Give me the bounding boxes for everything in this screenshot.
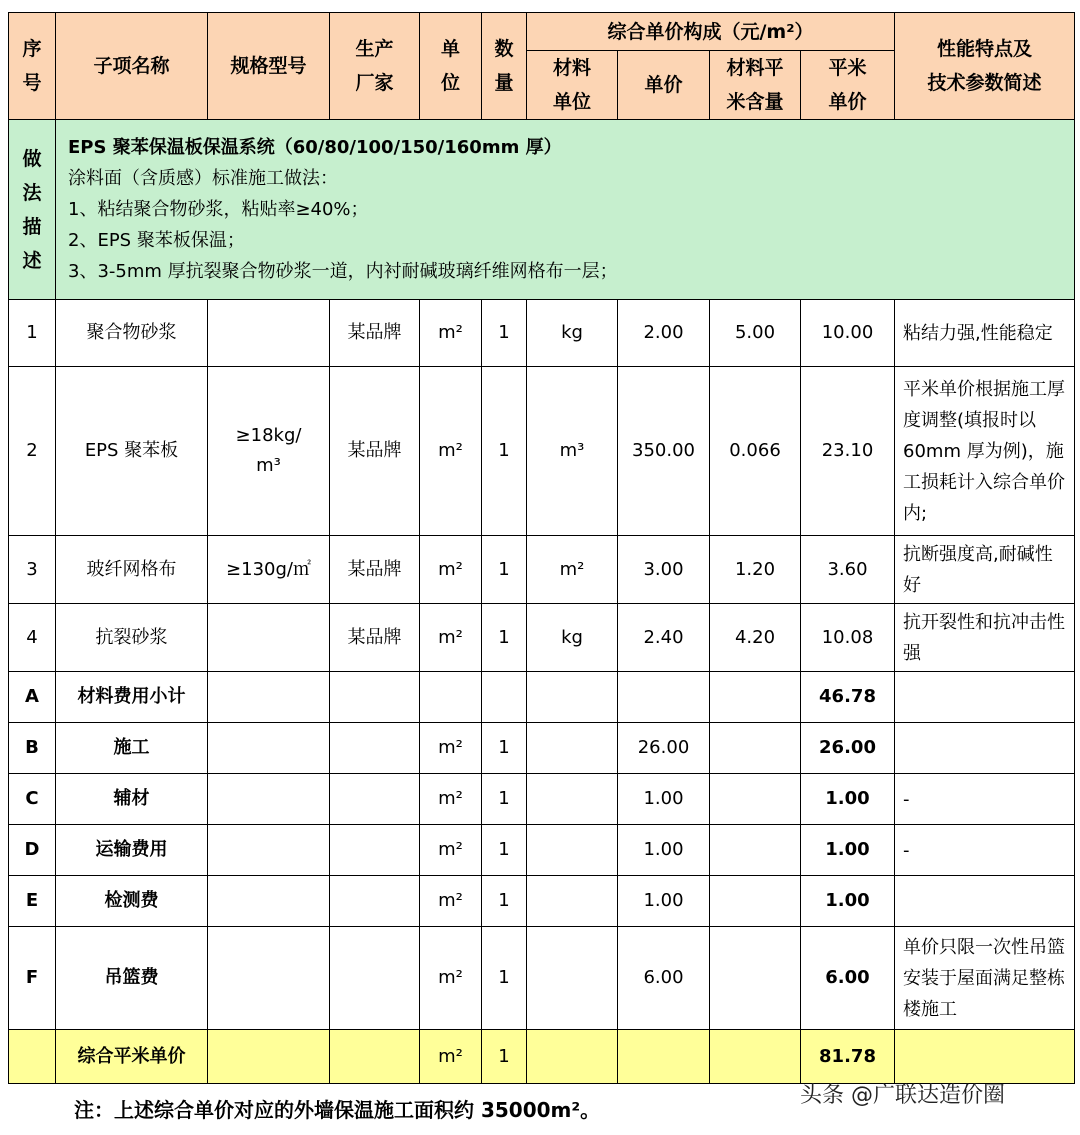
cell-seq: [9, 1030, 56, 1084]
cell-seq: B: [9, 723, 56, 774]
cell-qty: 1: [482, 604, 527, 672]
cell-unit: m²: [420, 536, 482, 604]
cell-seq: D: [9, 825, 56, 876]
description-text: [56, 120, 1075, 300]
cell-unit: [420, 672, 482, 723]
cell-name: 运输费用: [56, 825, 208, 876]
cell-content: [710, 774, 801, 825]
cell-seq: F: [9, 927, 56, 1030]
cell-price: [618, 672, 710, 723]
cell-name: 材料费用小计: [56, 672, 208, 723]
cell-spec: ≥18kg/ m³: [208, 367, 330, 536]
cell-sqm: 1.00: [801, 825, 895, 876]
cell-name: 施工: [56, 723, 208, 774]
cell-qty: 1: [482, 367, 527, 536]
cell-unit: m²: [420, 774, 482, 825]
cell-feat: 粘结力强,性能稳定: [895, 300, 1075, 367]
cell-seq: 2: [9, 367, 56, 536]
header-content: 材料平 米含量: [710, 51, 801, 120]
table-row: [9, 825, 1075, 876]
cell-feat: -: [895, 774, 1075, 825]
cell-price: 2.00: [618, 300, 710, 367]
cell-sqm: 6.00: [801, 927, 895, 1030]
table-row: [9, 300, 1075, 367]
cell-qty: 1: [482, 723, 527, 774]
table-row: [9, 927, 1075, 1030]
cell-mat-unit: [527, 876, 618, 927]
cell-mat-unit: [527, 723, 618, 774]
cell-qty: 1: [482, 774, 527, 825]
cell-maker: 某品牌: [330, 367, 420, 536]
cell-qty: 1: [482, 825, 527, 876]
price-table: [8, 12, 1075, 1084]
description-line: 1、粘结聚合物砂浆，粘贴率≥40%；: [68, 199, 369, 220]
cell-feat: [895, 876, 1075, 927]
cell-unit: m²: [420, 604, 482, 672]
cell-price: 1.00: [618, 876, 710, 927]
cell-sqm: 10.00: [801, 300, 895, 367]
cell-maker: [330, 723, 420, 774]
cell-feat: 抗断强度高,耐碱性好: [895, 536, 1075, 604]
header-spec: 规格型号: [208, 13, 330, 120]
cell-feat: 单价只限一次性吊篮安装于屋面满足整栋楼施工: [895, 927, 1075, 1030]
cell-qty: [482, 672, 527, 723]
cell-mat-unit: [527, 774, 618, 825]
cell-name: 辅材: [56, 774, 208, 825]
cell-maker: [330, 876, 420, 927]
header-features: 性能特点及 技术参数简述: [895, 13, 1075, 120]
cell-qty: 1: [482, 927, 527, 1030]
cell-spec: [208, 1030, 330, 1084]
table-row: [9, 723, 1075, 774]
cell-content: 1.20: [710, 536, 801, 604]
cell-unit: m²: [420, 367, 482, 536]
cell-price: 2.40: [618, 604, 710, 672]
cell-content: [710, 672, 801, 723]
cell-content: [710, 927, 801, 1030]
cell-maker: [330, 927, 420, 1030]
cell-name: 抗裂砂浆: [56, 604, 208, 672]
cell-spec: [208, 825, 330, 876]
table-row: [9, 774, 1075, 825]
cell-sqm: 10.08: [801, 604, 895, 672]
cell-qty: 1: [482, 300, 527, 367]
header-seq: 序 号: [9, 13, 56, 120]
cell-unit: m²: [420, 723, 482, 774]
cell-mat-unit: m³: [527, 367, 618, 536]
cell-price: 350.00: [618, 367, 710, 536]
header-price: 单价: [618, 51, 710, 120]
cell-maker: 某品牌: [330, 604, 420, 672]
cell-maker: [330, 672, 420, 723]
cell-mat-unit: kg: [527, 604, 618, 672]
cell-maker: [330, 1030, 420, 1084]
cell-mat-unit: [527, 672, 618, 723]
cell-unit: m²: [420, 1030, 482, 1084]
cell-spec: ≥130g/㎡: [208, 536, 330, 604]
cell-qty: 1: [482, 536, 527, 604]
cell-seq: C: [9, 774, 56, 825]
cell-feat: 抗开裂性和抗冲击性强: [895, 604, 1075, 672]
cell-sqm: 23.10: [801, 367, 895, 536]
cell-content: [710, 876, 801, 927]
header-sqm-price: 平米 单价: [801, 51, 895, 120]
cell-name: 聚合物砂浆: [56, 300, 208, 367]
cell-content: 5.00: [710, 300, 801, 367]
cell-sqm: 46.78: [801, 672, 895, 723]
cell-qty: 1: [482, 876, 527, 927]
cell-maker: [330, 774, 420, 825]
cell-sqm: 1.00: [801, 774, 895, 825]
table-row: [9, 604, 1075, 672]
cell-content: [710, 825, 801, 876]
cell-sqm: 81.78: [801, 1030, 895, 1084]
cell-content: [710, 1030, 801, 1084]
cell-sqm: 26.00: [801, 723, 895, 774]
cell-unit: m²: [420, 300, 482, 367]
cell-sqm: 1.00: [801, 876, 895, 927]
cell-unit: m²: [420, 927, 482, 1030]
table-row: [9, 536, 1075, 604]
cell-name: 综合平米单价: [56, 1030, 208, 1084]
cell-seq: 3: [9, 536, 56, 604]
header-qty: 数 量: [482, 13, 527, 120]
cell-seq: E: [9, 876, 56, 927]
cell-content: 4.20: [710, 604, 801, 672]
cell-price: 1.00: [618, 774, 710, 825]
cell-spec: [208, 604, 330, 672]
cell-price: 3.00: [618, 536, 710, 604]
description-line: 3、3-5mm 厚抗裂聚合物砂浆一道，内衬耐碱玻璃纤维网格布一层；: [68, 261, 618, 282]
header-unit: 单 位: [420, 13, 482, 120]
cell-maker: 某品牌: [330, 300, 420, 367]
cell-seq: 4: [9, 604, 56, 672]
cell-name: 吊篮费: [56, 927, 208, 1030]
table-row: [9, 672, 1075, 723]
header-name: 子项名称: [56, 13, 208, 120]
cell-name: EPS 聚苯板: [56, 367, 208, 536]
cell-mat-unit: [527, 825, 618, 876]
cell-sqm: 3.60: [801, 536, 895, 604]
cell-spec: [208, 876, 330, 927]
cell-unit: m²: [420, 825, 482, 876]
cell-price: 6.00: [618, 927, 710, 1030]
cell-mat-unit: kg: [527, 300, 618, 367]
header-maker: 生产 厂家: [330, 13, 420, 120]
header-price-group: 综合单价构成（元/m²）: [527, 13, 895, 51]
description-line: 涂料面（含质感）标准施工做法：: [68, 168, 338, 189]
description-title: EPS 聚苯保温板保温系统（60/80/100/150/160mm 厚）: [68, 137, 562, 158]
watermark: 头条 @广联达造价圈: [800, 1083, 1005, 1108]
cell-spec: [208, 300, 330, 367]
cell-price: 26.00: [618, 723, 710, 774]
cell-mat-unit: [527, 1030, 618, 1084]
total-row: [9, 1030, 1075, 1084]
cell-spec: [208, 672, 330, 723]
cell-feat: 平米单价根据施工厚度调整(填报时以 60mm 厚为例)，施工损耗计入综合单价内;: [895, 367, 1075, 536]
cell-seq: 1: [9, 300, 56, 367]
cell-spec: [208, 927, 330, 1030]
cell-qty: 1: [482, 1030, 527, 1084]
cell-price: [618, 1030, 710, 1084]
cell-feat: [895, 672, 1075, 723]
table-row: [9, 367, 1075, 536]
cell-feat: [895, 1030, 1075, 1084]
cell-unit: m²: [420, 876, 482, 927]
cell-content: 0.066: [710, 367, 801, 536]
cell-spec: [208, 723, 330, 774]
cell-maker: [330, 825, 420, 876]
footnote: 注：上述综合单价对应的外墙保温施工面积约 35000m²。: [74, 1098, 601, 1122]
header-mat-unit: 材料 单位: [527, 51, 618, 120]
cell-price: 1.00: [618, 825, 710, 876]
cell-name: 检测费: [56, 876, 208, 927]
description-line: 2、EPS 聚苯板保温；: [68, 230, 245, 251]
cell-name: 玻纤网格布: [56, 536, 208, 604]
description-label: 做 法 描 述: [9, 120, 56, 300]
cell-seq: A: [9, 672, 56, 723]
cell-mat-unit: m²: [527, 536, 618, 604]
cell-mat-unit: [527, 927, 618, 1030]
cell-spec: [208, 774, 330, 825]
table-row: [9, 876, 1075, 927]
cell-feat: -: [895, 825, 1075, 876]
description-row: [9, 120, 1075, 300]
cell-content: [710, 723, 801, 774]
cell-feat: [895, 723, 1075, 774]
cell-maker: 某品牌: [330, 536, 420, 604]
